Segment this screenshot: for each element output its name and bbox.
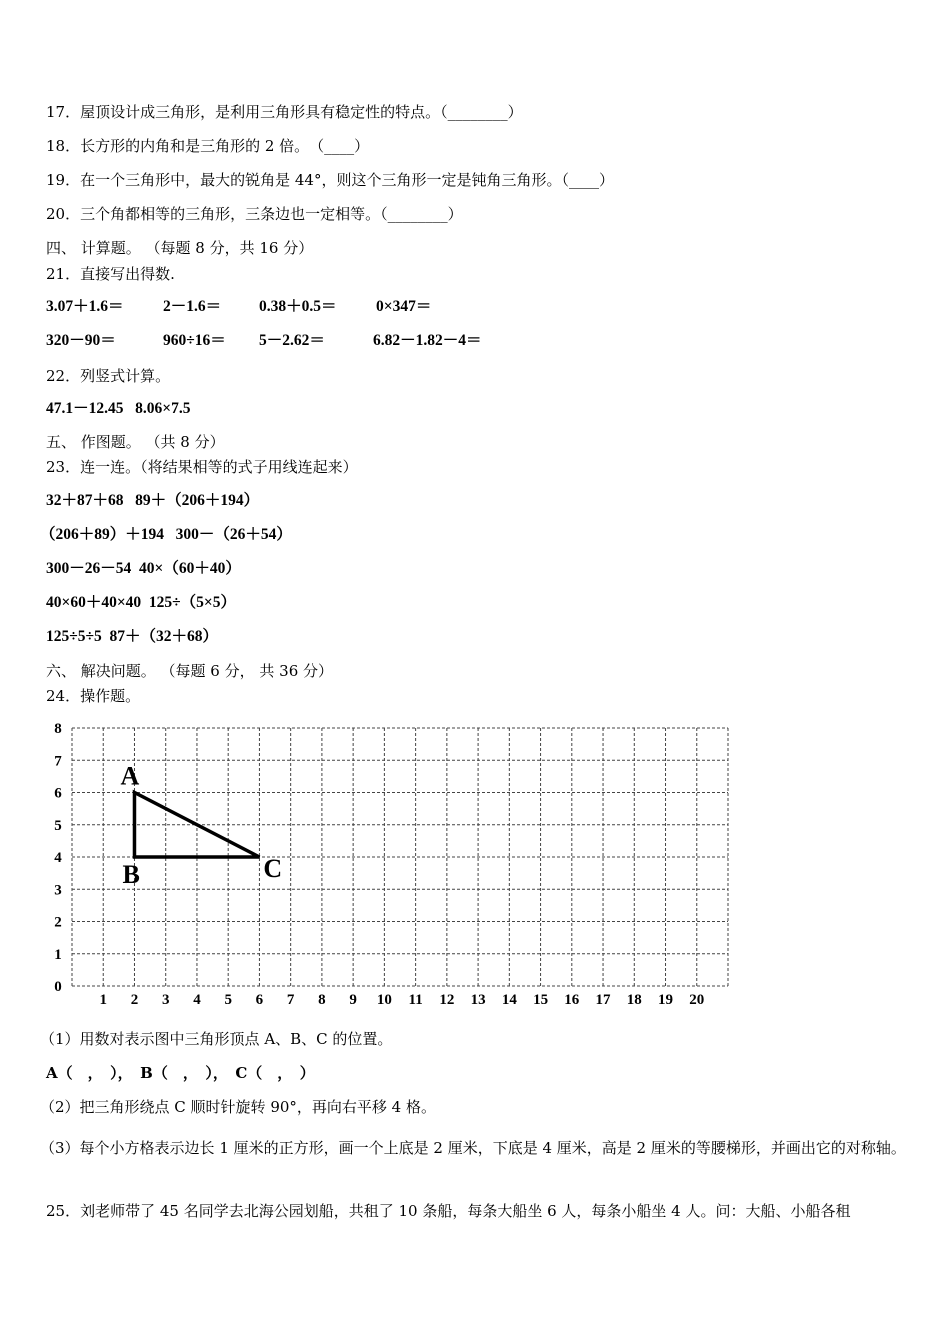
calc-item: 2－1.6＝ xyxy=(163,298,222,315)
x-tick-label: 14 xyxy=(501,992,517,1007)
grid-svg xyxy=(40,722,740,1007)
calc-item: 0.38＋0.5＝ xyxy=(259,298,337,315)
match-row: （206＋89）＋194 300－（26＋54） xyxy=(40,526,292,543)
question-22-title: 22．列竖式计算。 xyxy=(46,367,171,385)
x-tick-label: 3 xyxy=(161,992,170,1007)
calc-item: 320－90＝ xyxy=(46,332,116,349)
x-tick-label: 12 xyxy=(439,992,455,1007)
x-tick-label: 6 xyxy=(255,992,264,1007)
x-tick-label: 16 xyxy=(564,992,580,1007)
x-tick-label: 13 xyxy=(470,992,486,1007)
y-tick-label: 2 xyxy=(54,914,62,931)
y-tick-label: 6 xyxy=(54,785,62,802)
question-24-sub3: （3）每个小方格表示边长 1 厘米的正方形，画一个上底是 2 厘米，下底是 4 厘米，高是 2 厘米的等腰梯形，并画出它的对称轴。 xyxy=(40,1139,906,1157)
x-tick-label: 2 xyxy=(130,992,139,1007)
question-21-title: 21．直接写出得数. xyxy=(46,265,175,283)
match-row: 125÷5÷5 87＋（32＋68） xyxy=(46,628,219,645)
x-tick-label: 9 xyxy=(349,992,357,1007)
x-tick-label: 7 xyxy=(286,992,295,1007)
x-tick-label: 17 xyxy=(595,992,611,1007)
x-tick-label: 18 xyxy=(626,992,642,1007)
question-24-title: 24．操作题。 xyxy=(46,687,141,705)
question-24-answer-line: A（ ， ）， B（ ， ）， C（ ， ） xyxy=(46,1064,315,1082)
x-tick-label: 5 xyxy=(224,992,232,1007)
tf-question-17: 17．屋顶设计成三角形，是利用三角形具有稳定性的特点。（________） xyxy=(46,103,523,121)
vertex-label-c: C xyxy=(263,854,283,883)
y-tick-label: 1 xyxy=(54,946,62,963)
tf-question-20: 20．三个角都相等的三角形，三条边也一定相等。（________） xyxy=(46,205,463,223)
y-tick-label: 4 xyxy=(54,850,62,866)
calc-item: 6.82－1.82－4＝ xyxy=(373,332,482,349)
section-5-heading: 五、 作图题。 （共 8 分） xyxy=(46,433,225,451)
match-row: 32＋87＋68 89＋（206＋194） xyxy=(46,492,260,509)
y-tick-label: 3 xyxy=(54,882,62,899)
section-6-heading: 六、 解决问题。 （每题 6 分， 共 36 分） xyxy=(46,662,334,680)
vertex-label-b: B xyxy=(122,860,140,889)
match-row: 300－26－54 40×（60＋40） xyxy=(46,560,241,577)
x-tick-label: 8 xyxy=(318,992,326,1007)
section-4-heading: 四、 计算题。 （每题 8 分，共 16 分） xyxy=(46,239,314,257)
question-25: 25．刘老师带了 45 名同学去北海公园划船，共租了 10 条船，每条大船坐 6 人，每条小船坐 4 人。问：大船、小船各租 xyxy=(46,1202,851,1220)
question-24-sub2: （2）把三角形绕点 C 顺时针旋转 90°，再向右平移 4 格。 xyxy=(40,1098,436,1116)
question-23-title: 23．连一连。（将结果相等的式子用线连起来） xyxy=(46,458,358,476)
question-22-exprs: 47.1－12.45 8.06×7.5 xyxy=(46,400,191,417)
calc-item: 5－2.62＝ xyxy=(259,332,325,349)
y-tick-label: 5 xyxy=(54,817,62,834)
y-tick-label: 7 xyxy=(54,753,62,770)
vertex-label-a: A xyxy=(120,761,140,791)
x-tick-label: 10 xyxy=(376,992,392,1007)
calc-item: 3.07＋1.6＝ xyxy=(46,298,124,315)
x-tick-label: 1 xyxy=(99,992,107,1007)
y-tick-label: 8 xyxy=(54,722,62,737)
tf-question-18: 18．长方形的内角和是三角形的 2 倍。 （____） xyxy=(46,137,370,155)
x-tick-label: 20 xyxy=(689,992,705,1007)
x-tick-label: 19 xyxy=(658,992,674,1007)
question-24-sub1: （1）用数对表示图中三角形顶点 A、B、C 的位置。 xyxy=(40,1030,393,1048)
x-tick-label: 11 xyxy=(408,992,423,1007)
calc-item: 960÷16＝ xyxy=(163,332,226,349)
match-row: 40×60＋40×40 125÷（5×5） xyxy=(46,594,237,611)
x-tick-label: 4 xyxy=(193,992,201,1007)
x-tick-label: 15 xyxy=(533,992,549,1007)
tf-question-19: 19．在一个三角形中，最大的锐角是 44°，则这个三角形一定是钝角三角形。（____） xyxy=(46,171,614,189)
coordinate-grid xyxy=(40,722,740,1011)
calc-item: 0×347＝ xyxy=(376,298,432,315)
y-tick-label: 0 xyxy=(54,979,62,995)
